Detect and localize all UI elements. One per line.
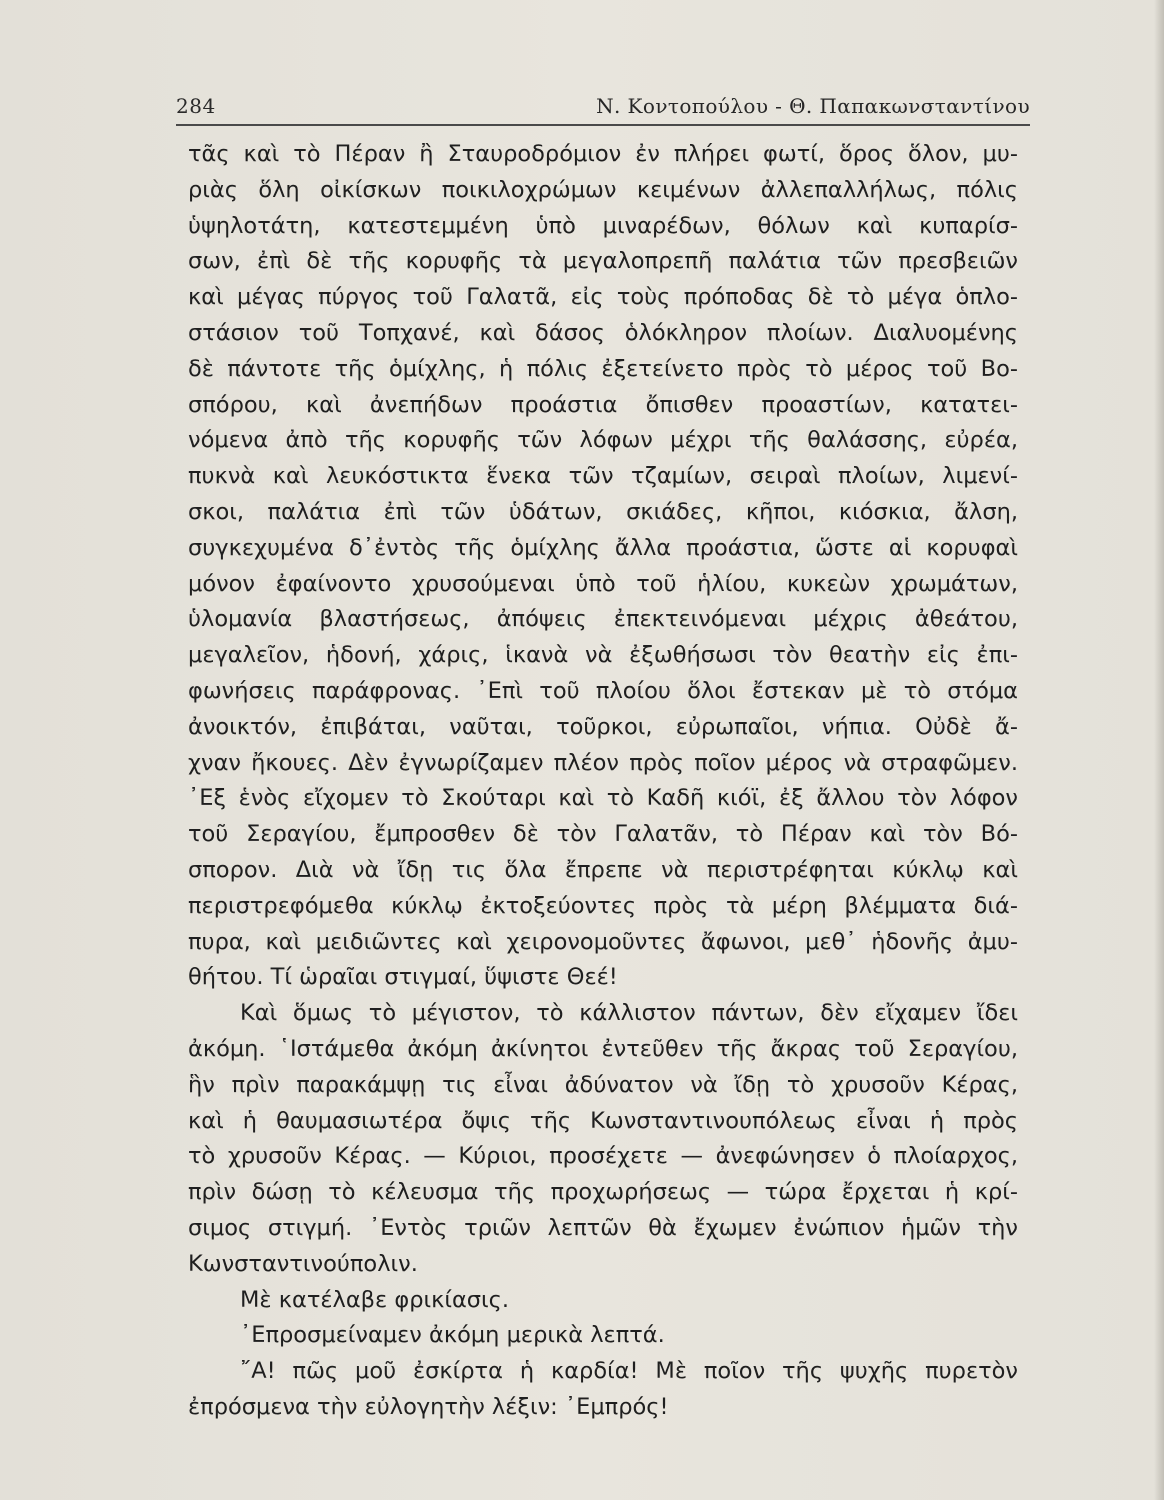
text-line: τὸ χρυσοῦν Κέρας. — Κύριοι, προσέχετε — ἀνεφώνησεν ὁ πλοίαρχος, xyxy=(188,1143,1018,1170)
text-line: ὑλομανία βλαστήσεως, ἀπόψεις ἐπεκτεινόμεναι μέχρις ἀθεάτου, xyxy=(188,606,1018,633)
text-line: νόμενα ἀπὸ τῆς κορυφῆς τῶν λόφων μέχρι τῆς θαλάσσης, εὐρέα, xyxy=(188,427,1018,454)
text-line: πυκνὰ καὶ λευκόστικτα ἕνεκα τῶν τζαμίων, σειραὶ πλοίων, λιμενί- xyxy=(188,463,1018,490)
text-line: σων, ἐπὶ δὲ τῆς κορυφῆς τὰ μεγαλοπρεπῆ παλάτια τῶν πρεσβειῶν xyxy=(188,248,1018,275)
text-line: ῎Α! πῶς μοῦ ἐσκίρτα ἡ καρδία! Μὲ ποῖον τῆς ψυχῆς πυρετὸν xyxy=(240,1358,1018,1385)
page-header xyxy=(176,86,1030,126)
text-line: μεγαλεῖον, ἡδονή, χάρις, ἱκανὰ νὰ ἐξωθήσωσι τὸν θεατὴν εἰς ἐπι- xyxy=(188,642,1018,669)
text-line: Καὶ ὅμως τὸ μέγιστον, τὸ κάλλιστον πάντων, δὲν εἴχαμεν ἴδει xyxy=(240,1000,1018,1027)
text-line: ἣν πρὶν παρακάμψῃ τις εἶναι ἀδύνατον νὰ ἴδῃ τὸ χρυσοῦν Κέρας, xyxy=(188,1071,1018,1098)
header-rule xyxy=(176,124,1030,126)
text-line: ὑψηλοτάτη, κατεστεμμένη ὑπὸ μιναρέδων, θόλων καὶ κυπαρίσ- xyxy=(188,212,1018,239)
text-line: ᾿Εξ ἑνὸς εἴχομεν τὸ Σκούταρι καὶ τὸ Καδῆ κιόϊ, ἐξ ἄλλου τὸν λόφον xyxy=(188,785,1018,812)
text-line: καὶ μέγας πύργος τοῦ Γαλατᾶ, εἰς τοὺς πρόποδας δὲ τὸ μέγα ὁπλο- xyxy=(188,284,1018,311)
text-line: μόνον ἐφαίνοντο χρυσούμεναι ὑπὸ τοῦ ἡλίου, κυκεὼν χρωμάτων, xyxy=(188,570,1018,597)
text-line: ἀνοικτόν, ἐπιβάται, ναῦται, τοῦρκοι, εὐρωπαῖοι, νήπια. Οὐδὲ ἄ- xyxy=(188,713,1018,740)
text-line: συγκεχυμένα δ᾿ἐντὸς τῆς ὁμίχλης ἄλλα προάστια, ὥστε αἱ κορυφαὶ xyxy=(188,534,1018,561)
text-line: Μὲ κατέλαβε φρικίασις. xyxy=(240,1286,510,1313)
text-line: περιστρεφόμεθα κύκλῳ ἐκτοξεύοντες πρὸς τὰ μέρη βλέμματα διά- xyxy=(188,892,1018,919)
text-line: τοῦ Σεραγίου, ἔμπροσθεν δὲ τὸν Γαλατᾶν, τὸ Πέραν καὶ τὸν Βό- xyxy=(188,821,1018,848)
text-line: θήτου. Τί ὡραῖαι στιγμαί, ὕψιστε Θεέ! xyxy=(188,964,618,991)
text-line: φωνήσεις παράφρονας. ᾿Επὶ τοῦ πλοίου ὅλοι ἔστεκαν μὲ τὸ στόμα xyxy=(188,677,1018,704)
text-line: πρὶν δώσῃ τὸ κέλευσμα τῆς προχωρήσεως — τώρα ἔρχεται ἡ κρί- xyxy=(188,1179,1018,1206)
text-line: ριὰς ὅλη οἰκίσκων ποικιλοχρώμων κειμένων ἀλλεπαλλήλως, πόλις xyxy=(188,176,1018,203)
text-line: Κωνσταντινούπολιν. xyxy=(188,1250,418,1277)
text-line: πυρα, καὶ μειδιῶντες καὶ χειρονομοῦντες ἄφωνοι, μεθ᾿ ἡδονῆς ἀμυ- xyxy=(188,928,1018,955)
text-line: σπορον. Διὰ νὰ ἴδῃ τις ὅλα ἔπρεπε νὰ περιστρέφηται κύκλῳ καὶ xyxy=(188,856,1018,883)
text-line: ἀκόμη. ῾Ιστάμεθα ἀκόμη ἀκίνητοι ἐντεῦθεν τῆς ἄκρας τοῦ Σεραγίου, xyxy=(188,1035,1018,1062)
running-head: Ν. Κοντοπούλου - Θ. Παπακωνσταντίνου xyxy=(596,94,1030,118)
text-line: σκοι, παλάτια ἐπὶ τῶν ὑδάτων, σκιάδες, κῆποι, κιόσκια, ἄλση, xyxy=(188,498,1018,525)
text-line: καὶ ἡ θαυμασιωτέρα ὄψις τῆς Κωνσταντινουπόλεως εἶναι ἡ πρὸς xyxy=(188,1107,1018,1134)
page-number: 284 xyxy=(176,94,216,118)
text-line: χναν ἤκουες. Δὲν ἐγνωρίζαμεν πλέον πρὸς ποῖον μέρος νὰ στραφῶμεν. xyxy=(188,749,1018,776)
text-line: δὲ πάντοτε τῆς ὁμίχλης, ἡ πόλις ἐξετείνετο πρὸς τὸ μέρος τοῦ Βο- xyxy=(188,355,1018,382)
text-line: ἐπρόσμενα τὴν εὐλογητὴν λέξιν: ᾿Εμπρός! xyxy=(188,1393,669,1420)
text-line: τᾶς καὶ τὸ Πέραν ἢ Σταυροδρόμιον ἐν πλήρει φωτί, ὅρος ὅλον, μυ- xyxy=(188,141,1018,167)
page-edge-shadow xyxy=(1154,0,1164,1500)
text-line: σιμος στιγμή. ᾿Εντὸς τριῶν λεπτῶν θὰ ἔχωμεν ἐνώπιον ἡμῶν τὴν xyxy=(188,1214,1018,1241)
body-text xyxy=(188,137,1018,1426)
text-line: ᾿Επροσμείναμεν ἀκόμη μερικὰ λεπτά. xyxy=(240,1322,665,1349)
text-line: στάσιον τοῦ Τοπχανέ, καὶ δάσος ὁλόκληρον πλοίων. Διαλυομένης xyxy=(188,319,1018,346)
text-line: σπόρου, καὶ ἀνεπήδων προάστια ὄπισθεν προαστίων, κατατει- xyxy=(188,391,1018,418)
